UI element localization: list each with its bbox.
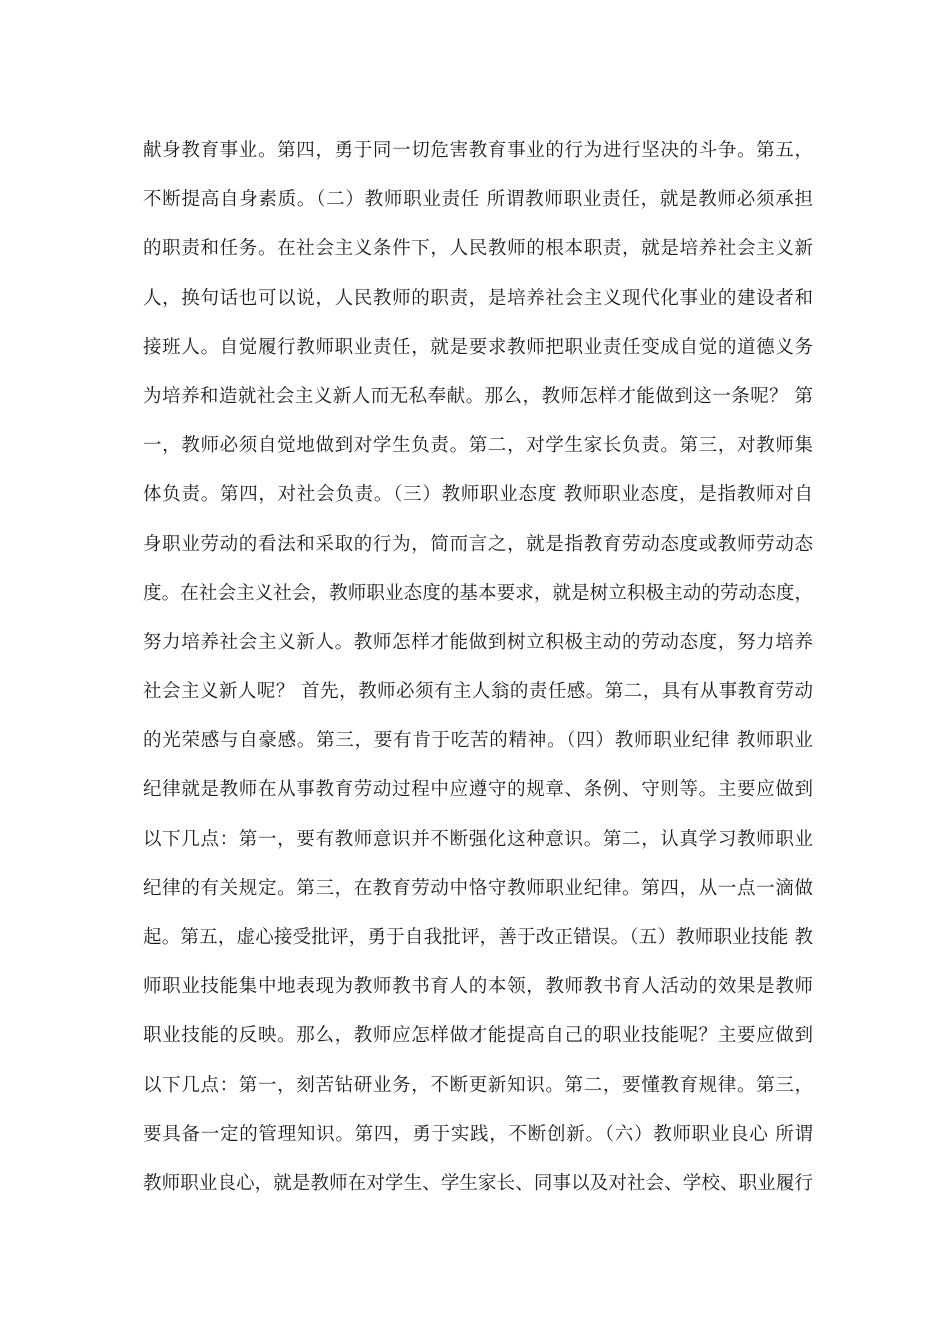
- text-line: 接班人。自觉履行教师职业责任，就是要求教师把职业责任变成自觉的道德义务: [143, 336, 813, 358]
- text-line: 师职业技能集中地表现为教师教书育人的本领，教师教书育人活动的效果是教师: [143, 976, 813, 998]
- text-line: 一，教师必须自觉地做到对学生负责。第二，对学生家长负责。第三，对教师集: [143, 435, 813, 457]
- text-line: 纪律的有关规定。第三，在教育劳动中恪守教师职业纪律。第四，从一点一滴做: [143, 877, 813, 899]
- text-line: 职业技能的反映。那么，教师应怎样做才能提高自己的职业技能呢？主要应做到: [143, 1025, 813, 1047]
- text-line: 纪律就是教师在从事教育劳动过程中应遵守的规章、条例、守则等。主要应做到: [143, 779, 813, 801]
- body-text: [143, 126, 813, 1208]
- text-line: 为培养和造就社会主义新人而无私奉献。那么，教师怎样才能做到这一条呢？ 第: [143, 385, 813, 407]
- text-line: 身职业劳动的看法和采取的行为，简而言之，就是指教育劳动态度或教师劳动态: [143, 533, 813, 555]
- text-line: 的职责和任务。在社会主义条件下，人民教师的根本职责，就是培养社会主义新: [143, 238, 813, 260]
- text-line: 起。第五，虚心接受批评，勇于自我批评，善于改正错误。（五）教师职业技能 教: [143, 927, 813, 948]
- text-line: 度。在社会主义社会，教师职业态度的基本要求，就是树立积极主动的劳动态度，: [143, 582, 813, 604]
- text-line: 努力培养社会主义新人。教师怎样才能做到树立积极主动的劳动态度，努力培养: [143, 631, 813, 653]
- text-line: 以下几点：第一，要有教师意识并不断强化这种意识。第二，认真学习教师职业: [143, 828, 813, 850]
- text-line: 人，换句话也可以说，人民教师的职责，是培养社会主义现代化事业的建设者和: [143, 287, 813, 309]
- text-line: 教师职业良心，就是教师在对学生、学生家长、同事以及对社会、学校、职业履行: [143, 1172, 813, 1194]
- text-line: 的光荣感与自豪感。第三，要有肯于吃苦的精神。（四）教师职业纪律 教师职业: [143, 730, 813, 752]
- text-line: 要具备一定的管理知识。第四，勇于实践，不断创新。（六）教师职业良心 所谓: [143, 1123, 813, 1145]
- text-line: 献身教育事业。第四，勇于同一切危害教育事业的行为进行坚决的斗争。第五，: [143, 140, 813, 161]
- text-line: 不断提高自身素质。（二）教师职业责任 所谓教师职业责任，就是教师必须承担: [143, 189, 813, 211]
- text-line: 以下几点：第一，刻苦钻研业务，不断更新知识。第二，要懂教育规律。第三，: [143, 1074, 813, 1096]
- text-line: 体负责。第四，对社会负责。（三）教师职业态度 教师职业态度，是指教师对自: [143, 484, 813, 506]
- text-line: 社会主义新人呢？ 首先，教师必须有主人翁的责任感。第二，具有从事教育劳动: [143, 681, 813, 703]
